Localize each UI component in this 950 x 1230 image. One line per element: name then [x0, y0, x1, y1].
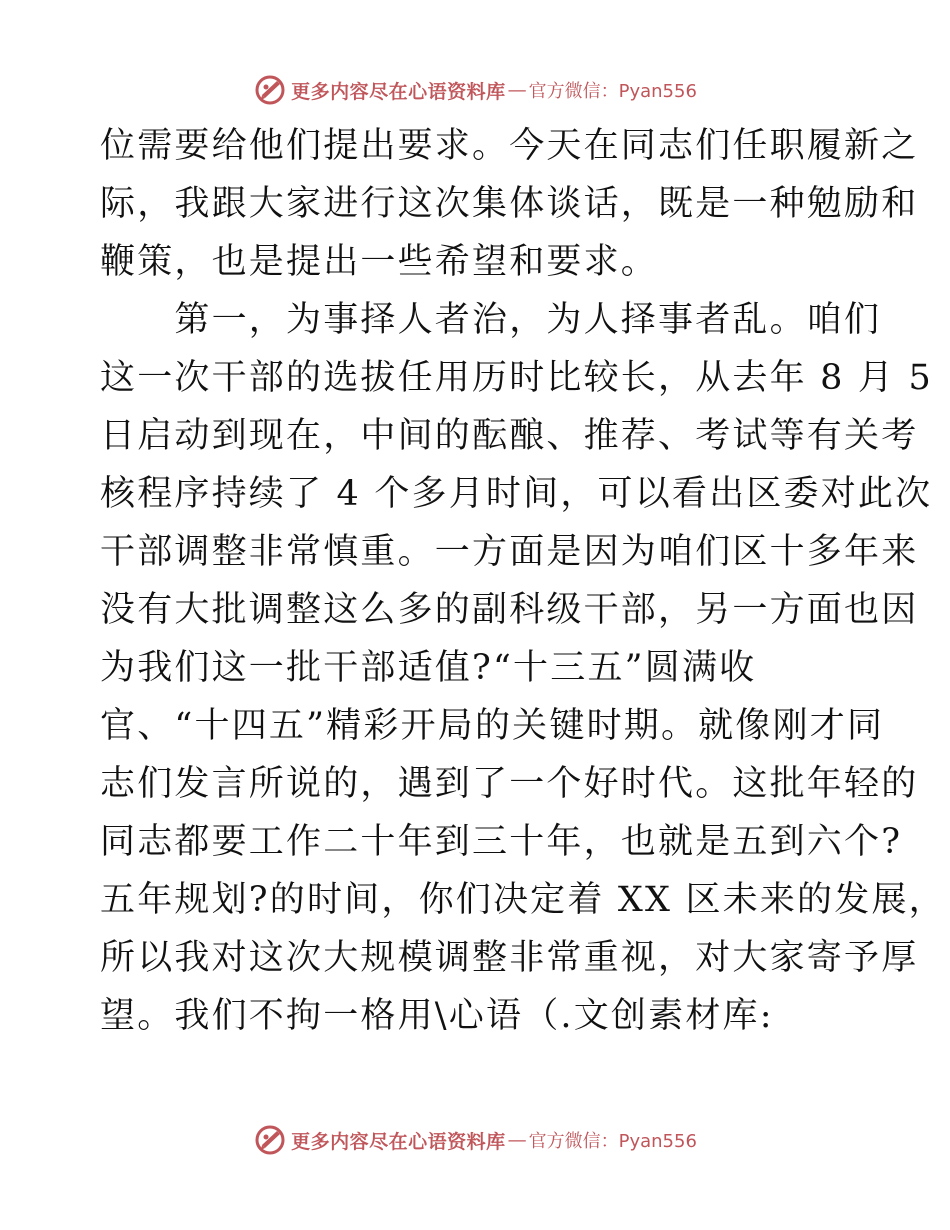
text-line: 五年规划?的时间，你们决定着 XX 区未来的发展， [100, 880, 946, 920]
watermark-sub-text: 官方微信：Pyan556 [528, 1131, 697, 1152]
header-watermark [0, 70, 950, 110]
text-line: 没有大批调整这么多的副科级干部，另一方面也因 [100, 590, 919, 630]
text-line: 官、“十四五”精彩开局的关键时期。就像刚才同 [100, 706, 885, 746]
watermark-logo-icon [253, 73, 287, 107]
watermark-main-text: 更多内容尽在心语资料库 [291, 1130, 506, 1153]
text-line: 核程序持续了 4 个多月时间，可以看出区委对此次 [100, 474, 933, 514]
watermark-main-text: 更多内容尽在心语资料库 [291, 80, 506, 103]
text-line: 同志都要工作二十年到三十年，也就是五到六个? [100, 822, 903, 862]
text-line: 所以我对这次大规模调整非常重视，对大家寄予厚 [100, 938, 919, 978]
text-line: 鞭策，也是提出一些希望和要求。 [100, 242, 659, 282]
text-line: 际，我跟大家进行这次集体谈话，既是一种勉励和 [100, 184, 919, 224]
text-line: 日启动到现在，中间的酝酿、推荐、考试等有关考 [100, 416, 919, 456]
text-line: 这一次干部的选拔任用历时比较长，从去年 8 月 5 [100, 358, 933, 398]
text-line: 第一，为事择人者治，为人择事者乱。咱们 [100, 300, 882, 340]
text-line: 位需要给他们提出要求。今天在同志们任职履新之 [100, 126, 919, 166]
text-line: 干部调整非常慎重。一方面是因为咱们区十多年来 [100, 532, 919, 572]
watermark-sub-text: 官方微信：Pyan556 [528, 81, 697, 102]
footer-watermark [0, 1120, 950, 1160]
watermark-dash: — [507, 1129, 527, 1151]
watermark-dash: — [507, 79, 527, 101]
watermark-logo-icon [253, 1123, 287, 1157]
text-line: 为我们这一批干部适值?“十三五”圆满收 [100, 648, 757, 688]
text-line: 志们发言所说的，遇到了一个好时代。这批年轻的 [100, 764, 919, 804]
document-body [100, 124, 946, 1052]
text-line: 望。我们不拘一格用\心语（.文创素材库: [100, 996, 774, 1036]
